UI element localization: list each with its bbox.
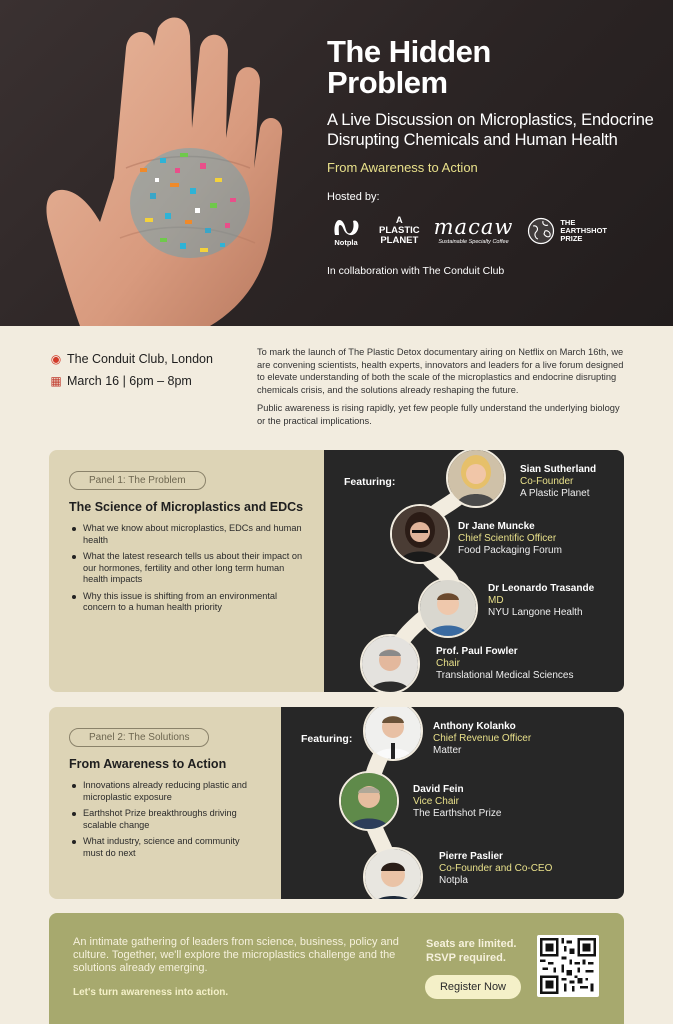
cta-description: An intimate gathering of leaders from science, business, policy and culture. Together, we'll explore the microplastics challenge and the solutions already emerging. <box>73 936 399 974</box>
speaker-paul-fowler: Prof. Paul Fowler Chair Translational Medical Sciences <box>436 646 574 681</box>
earthshot-prize-logo: THE EARTHSHOT PRIZE <box>527 217 607 245</box>
microplastics-pile <box>130 148 250 258</box>
speaker-photo-paul-fowler <box>360 634 420 692</box>
collaboration-note: In collaboration with The Conduit Club <box>327 265 505 277</box>
featuring-label: Featuring: <box>301 733 353 745</box>
panel-2-heading: From Awareness to Action <box>69 757 227 771</box>
hosted-by-label: Hosted by: <box>327 191 380 203</box>
event-subtitle: A Live Discussion on Microplastics, Endocrine Disrupting Chemicals and Human Health <box>327 111 654 149</box>
speaker-photo-anthony-kolanko <box>363 707 423 761</box>
speaker-sian-sutherland: Sian Sutherland Co-Founder A Plastic Planet <box>520 464 597 499</box>
panel-1-summary <box>49 450 324 692</box>
speaker-photo-leonardo-trasande <box>418 578 478 638</box>
register-now-button[interactable]: Register Now <box>425 975 521 999</box>
hero-text-block <box>327 36 657 277</box>
panel-1-pill: Panel 1: The Problem <box>69 471 206 490</box>
panel-2-bullets <box>69 780 261 859</box>
qr-code[interactable] <box>537 935 599 997</box>
hand-with-microplastics-image <box>40 8 290 326</box>
speaker-leonardo-trasande: Dr Leonardo Trasande MD NYU Langone Health <box>488 583 595 618</box>
list-item: Innovations already reducing plastic and microplastic exposure <box>69 780 261 803</box>
map-pin-icon: ◉ <box>50 352 62 366</box>
speaker-photo-david-fein <box>339 771 399 831</box>
list-item: What the latest research tells us about their impact on our hormones, fertility and other long term human health impacts <box>69 551 304 586</box>
speaker-david-fein: David Fein Vice Chair The Earthshot Prize <box>413 784 502 819</box>
seats-notice: Seats are limited. RSVP required. <box>426 938 517 964</box>
description-paragraph: To mark the launch of The Plastic Detox documentary airing on Netflix on March 16th, we are convening scientists, health experts, innovators and leaders for a live forum designed to elevate understanding of both the scale of the microplastics and endocrine disrupting chemicals crisis, and the solutions already reshaping the future. <box>257 347 624 395</box>
panel-2-speakers <box>281 707 624 899</box>
panel-1 <box>49 450 624 692</box>
panel-1-bullets <box>69 523 304 614</box>
notpla-logo-icon <box>331 215 361 237</box>
speaker-photo-jane-muncke <box>390 504 450 564</box>
speaker-photo-pierre-paslier <box>363 847 423 899</box>
notpla-logo: Notpla <box>327 215 365 247</box>
event-location: ◉ The Conduit Club, London <box>50 352 213 366</box>
panel-2-pill: Panel 2: The Solutions <box>69 728 209 747</box>
cta-slogan: Let's turn awareness into action. <box>73 987 229 998</box>
event-description <box>257 346 627 427</box>
cta-section <box>49 913 624 1024</box>
list-item: What we know about microplastics, EDCs and human health <box>69 523 304 546</box>
qr-code-icon <box>540 938 596 994</box>
event-title: The Hidden Problem <box>327 34 491 100</box>
speaker-jane-muncke: Dr Jane Muncke Chief Scientific Officer Food Packaging Forum <box>458 521 562 556</box>
calendar-icon: ▦ <box>50 374 62 388</box>
macaw-logo: macaw Sustainable Specialty Coffee <box>433 215 514 245</box>
speaker-photo-sian-sutherland <box>446 450 506 508</box>
list-item: Why this issue is shifting from an environmental concern to a human health priority <box>69 591 304 614</box>
event-datetime: ▦ March 16 | 6pm – 8pm <box>50 374 192 388</box>
speaker-pierre-paslier: Pierre Paslier Co-Founder and Co-CEO Notpla <box>439 851 553 886</box>
a-plastic-planet-logo: A PLASTIC PLANET <box>379 215 420 246</box>
list-item: Earthshot Prize breakthroughs driving scalable change <box>69 808 261 831</box>
panel-2 <box>49 707 624 899</box>
description-paragraph: Public awareness is rising rapidly, yet few people fully understand the underlying biology or the practical implications. <box>257 403 620 426</box>
host-logos <box>327 211 657 251</box>
panel-1-speakers <box>324 450 624 692</box>
globe-icon <box>527 217 555 245</box>
featuring-label: Featuring: <box>344 476 396 488</box>
panel-1-heading: The Science of Microplastics and EDCs <box>69 500 304 514</box>
event-details <box>49 348 249 392</box>
list-item: What industry, science and community must do next <box>69 836 261 859</box>
speaker-anthony-kolanko: Anthony Kolanko Chief Revenue Officer Matter <box>433 721 532 756</box>
event-tagline: From Awareness to Action <box>327 160 478 175</box>
panel-2-summary <box>49 707 281 899</box>
hero-banner <box>0 0 673 326</box>
